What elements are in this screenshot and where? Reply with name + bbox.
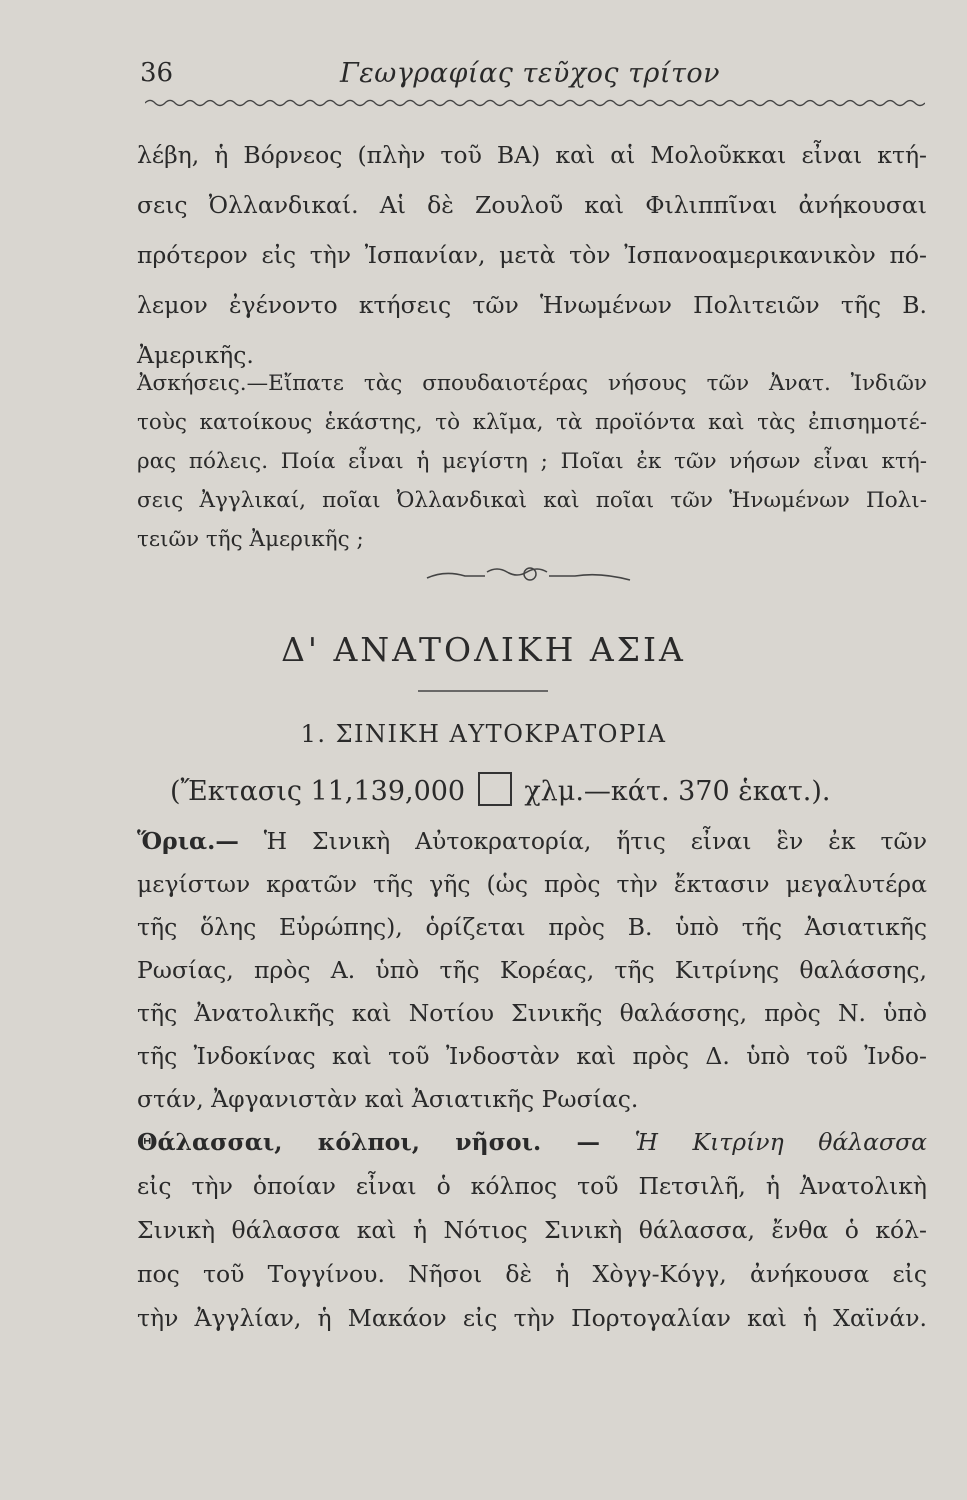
seas-heading: Θάλασσαι, κόλποι, νῆσοι. — (137, 1128, 600, 1156)
section-title: 1. ΣΙΝΙΚΗ ΑΥΤΟΚΡΑΤΟΡΙΑ (300, 720, 667, 748)
ornament-divider (425, 562, 635, 588)
square-box-icon (478, 772, 512, 806)
borders-heading: Ὅρια.— (137, 827, 239, 855)
text-line: τὴν Ἀγγλίαν, ἡ Μακάον εἰς τὴν Πορτογαλίαν καὶ ἡ Χαϊνάν. (137, 1304, 927, 1332)
text-line (137, 1120, 927, 1164)
borders-paragraph (137, 820, 927, 1121)
text-line (137, 820, 927, 863)
chapter-rule (0, 688, 967, 694)
text-line: τειῶν τῆς Ἀμερικῆς ; (137, 527, 364, 552)
text-line: τοὺς κατοίκους ἑκάστης, τὸ κλῖμα, τὰ προϊόντα καὶ τὰς ἐπισημοτέ- (137, 410, 927, 435)
text-line: πος τοῦ Τογγίνου. Νῆσοι δὲ ἡ Χὸγγ-Κόγγ, ἀνήκουσα εἰς (137, 1260, 927, 1288)
text-line: ρας πόλεις. Ποία εἶναι ἡ μεγίστη ; Ποῖαι ἐκ τῶν νήσων εἶναι κτή- (137, 449, 927, 474)
text-line: σεις Ὀλλανδικαί. Αἱ δὲ Ζουλοῦ καὶ Φιλιππῖναι ἀνήκουσαι (137, 191, 927, 219)
text-line: μεγίστων κρατῶν τῆς γῆς (ὡς πρὸς τὴν ἔκτασιν μεγαλυτέρα (137, 870, 927, 898)
area-text: (Ἔκτασις 11,139,000 (170, 776, 466, 807)
running-title: Γεωγραφίας τεῦχος τρίτον (340, 58, 721, 89)
area-text-unit: χλμ.—κάτ. 370 ἑκατ.). (524, 776, 831, 807)
text-line-rest: Ἡ Σινικὴ Αὐτοκρατορία, ἥτις εἶναι ἓν ἐκ τῶν (263, 827, 927, 855)
page-number: 36 (140, 58, 174, 88)
chapter-title: Δ' ΑΝΑΤΟΛΙΚΗ ΑΣΙΑ (281, 630, 686, 669)
text-line: λέβη, ἡ Βόρνεος (πλὴν τοῦ ΒΑ) καὶ αἱ Μολοῦκκαι εἶναι κτή- (137, 141, 927, 169)
text-line: πρότερον εἰς τὴν Ἰσπανίαν, μετὰ τὸν Ἰσπανοαμερικανικὸν πό- (137, 241, 927, 269)
text-line: λεμον ἐγένοντο κτήσεις τῶν Ἡνωμένων Πολιτειῶν τῆς Β. (137, 291, 927, 319)
seas-paragraph (137, 1120, 927, 1340)
text-line: τῆς Ἀνατολικῆς καὶ Νοτίου Σινικῆς θαλάσσης, πρὸς Ν. ὑπὸ (137, 999, 927, 1027)
exercises-paragraph (137, 364, 927, 559)
text-line: στάν, Ἀφγανιστὰν καὶ Ἀσιατικῆς Ρωσίας. (137, 1085, 639, 1113)
header-wavy-rule (145, 97, 925, 109)
text-line: Ἀσκήσεις.—Εἴπατε τὰς σπουδαιοτέρας νήσους τῶν Ἀνατ. Ἰνδιῶν (137, 371, 927, 396)
text-line: εἰς τὴν ὁποίαν εἶναι ὁ κόλπος τοῦ Πετσιλῆ, ἡ Ἀνατολικὴ (137, 1172, 927, 1200)
text-line: τῆς ὅλης Εὐρώπης), ὁρίζεται πρὸς Β. ὑπὸ τῆς Ἀσιατικῆς (137, 913, 927, 941)
intro-paragraph (137, 130, 927, 380)
text-line: σεις Ἀγγλικαί, ποῖαι Ὀλλανδικαὶ καὶ ποῖαι τῶν Ἡνωμένων Πολι- (137, 488, 927, 513)
text-line: τῆς Ἰνδοκίνας καὶ τοῦ Ἰνδοστὰν καὶ πρὸς Δ. ὑπὸ τοῦ Ἰνδο- (137, 1042, 927, 1070)
text-line: Ἀμερικῆς. (137, 341, 254, 369)
page-header (140, 58, 920, 98)
text-line-rest: Ἡ Κιτρίνη θάλασσα (634, 1128, 928, 1156)
text-line: Σινικὴ θάλασσα καὶ ἡ Νότιος Σινικὴ θάλασσα, ἔνθα ὁ κόλ- (137, 1216, 927, 1244)
text-line: Ρωσίας, πρὸς Α. ὑπὸ τῆς Κορέας, τῆς Κιτρίνης θαλάσσης, (137, 956, 927, 984)
area-line (170, 772, 830, 807)
